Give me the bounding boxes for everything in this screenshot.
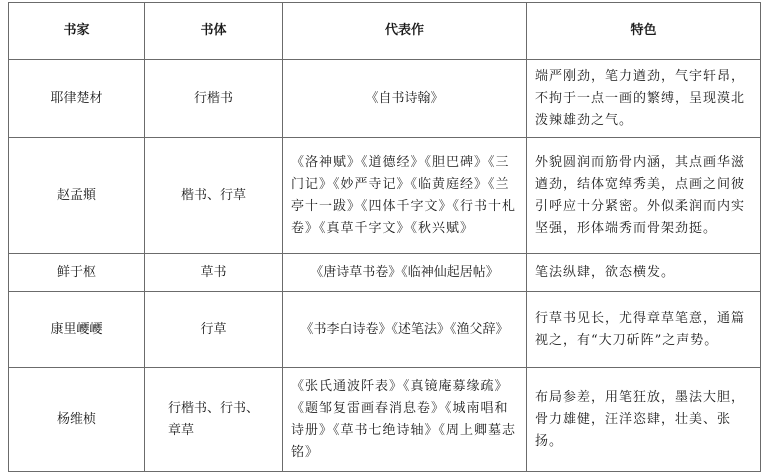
header-features: 特色	[527, 3, 761, 60]
cell-works: 《书李白诗卷》《述笔法》《渔父辞》	[283, 292, 527, 368]
cell-calligrapher: 赵孟頫	[9, 138, 145, 254]
cell-works: 《自书诗翰》	[283, 60, 527, 138]
table-row	[9, 368, 761, 472]
cell-calligrapher: 耶律楚材	[9, 60, 145, 138]
cell-works: 《洛神赋》《道德经》《胆巴碑》《三门记》《妙严寺记》《临黄庭经》《兰亭十一跋》《四体千字文》《行书十札卷》《真草千字文》《秋兴赋》	[283, 138, 527, 254]
cell-features: 端严刚劲，笔力遒劲，气宇轩昂，不拘于一点一画的繁缚，呈现漠北泼辣雄劲之气。	[527, 60, 761, 138]
cell-works: 《唐诗草书卷》《临神仙起居帖》	[283, 254, 527, 292]
script-line-2: 章草	[167, 422, 194, 438]
script-text	[168, 398, 259, 442]
cell-features: 布局参差，用笔狂放，墨法大胆，骨力雄健，汪洋恣肆，壮美、张扬。	[527, 368, 761, 472]
table-body	[9, 60, 761, 472]
cell-script: 行草	[145, 292, 283, 368]
table-row	[9, 292, 761, 368]
cell-calligrapher: 康里巎巎	[9, 292, 145, 368]
table-header	[9, 3, 761, 60]
table-row	[9, 138, 761, 254]
cell-features: 行草书见长，尤得章草笔意，通篇视之，有“大刀斫阵”之声势。	[527, 292, 761, 368]
cell-script: 草书	[145, 254, 283, 292]
table-row	[9, 254, 761, 292]
calligraphers-table	[8, 2, 761, 472]
cell-features: 外貌圆润而筋骨内涵，其点画华滋遒劲，结体宽绰秀美，点画之间彼引呼应十分紧密。外似柔润而内实坚强，形体端秀而骨架劲挺。	[527, 138, 761, 254]
cell-script	[145, 368, 283, 472]
header-row	[9, 3, 761, 60]
cell-works: 《张氏通波阡表》《真镜庵募缘疏》《题邹复雷画春消息卷》《城南唱和诗册》《草书七绝诗轴》《周上卿墓志铭》	[283, 368, 527, 472]
header-script: 书体	[145, 3, 283, 60]
cell-script: 行楷书	[145, 60, 283, 138]
script-line-1: 行楷书、行书、	[167, 400, 259, 416]
cell-features: 笔法纵肆，欲态横发。	[527, 254, 761, 292]
cell-calligrapher: 鲜于枢	[9, 254, 145, 292]
cell-calligrapher: 杨维桢	[9, 368, 145, 472]
header-calligrapher: 书家	[9, 3, 145, 60]
table-row	[9, 60, 761, 138]
cell-script: 楷书、行草	[145, 138, 283, 254]
header-works: 代表作	[283, 3, 527, 60]
